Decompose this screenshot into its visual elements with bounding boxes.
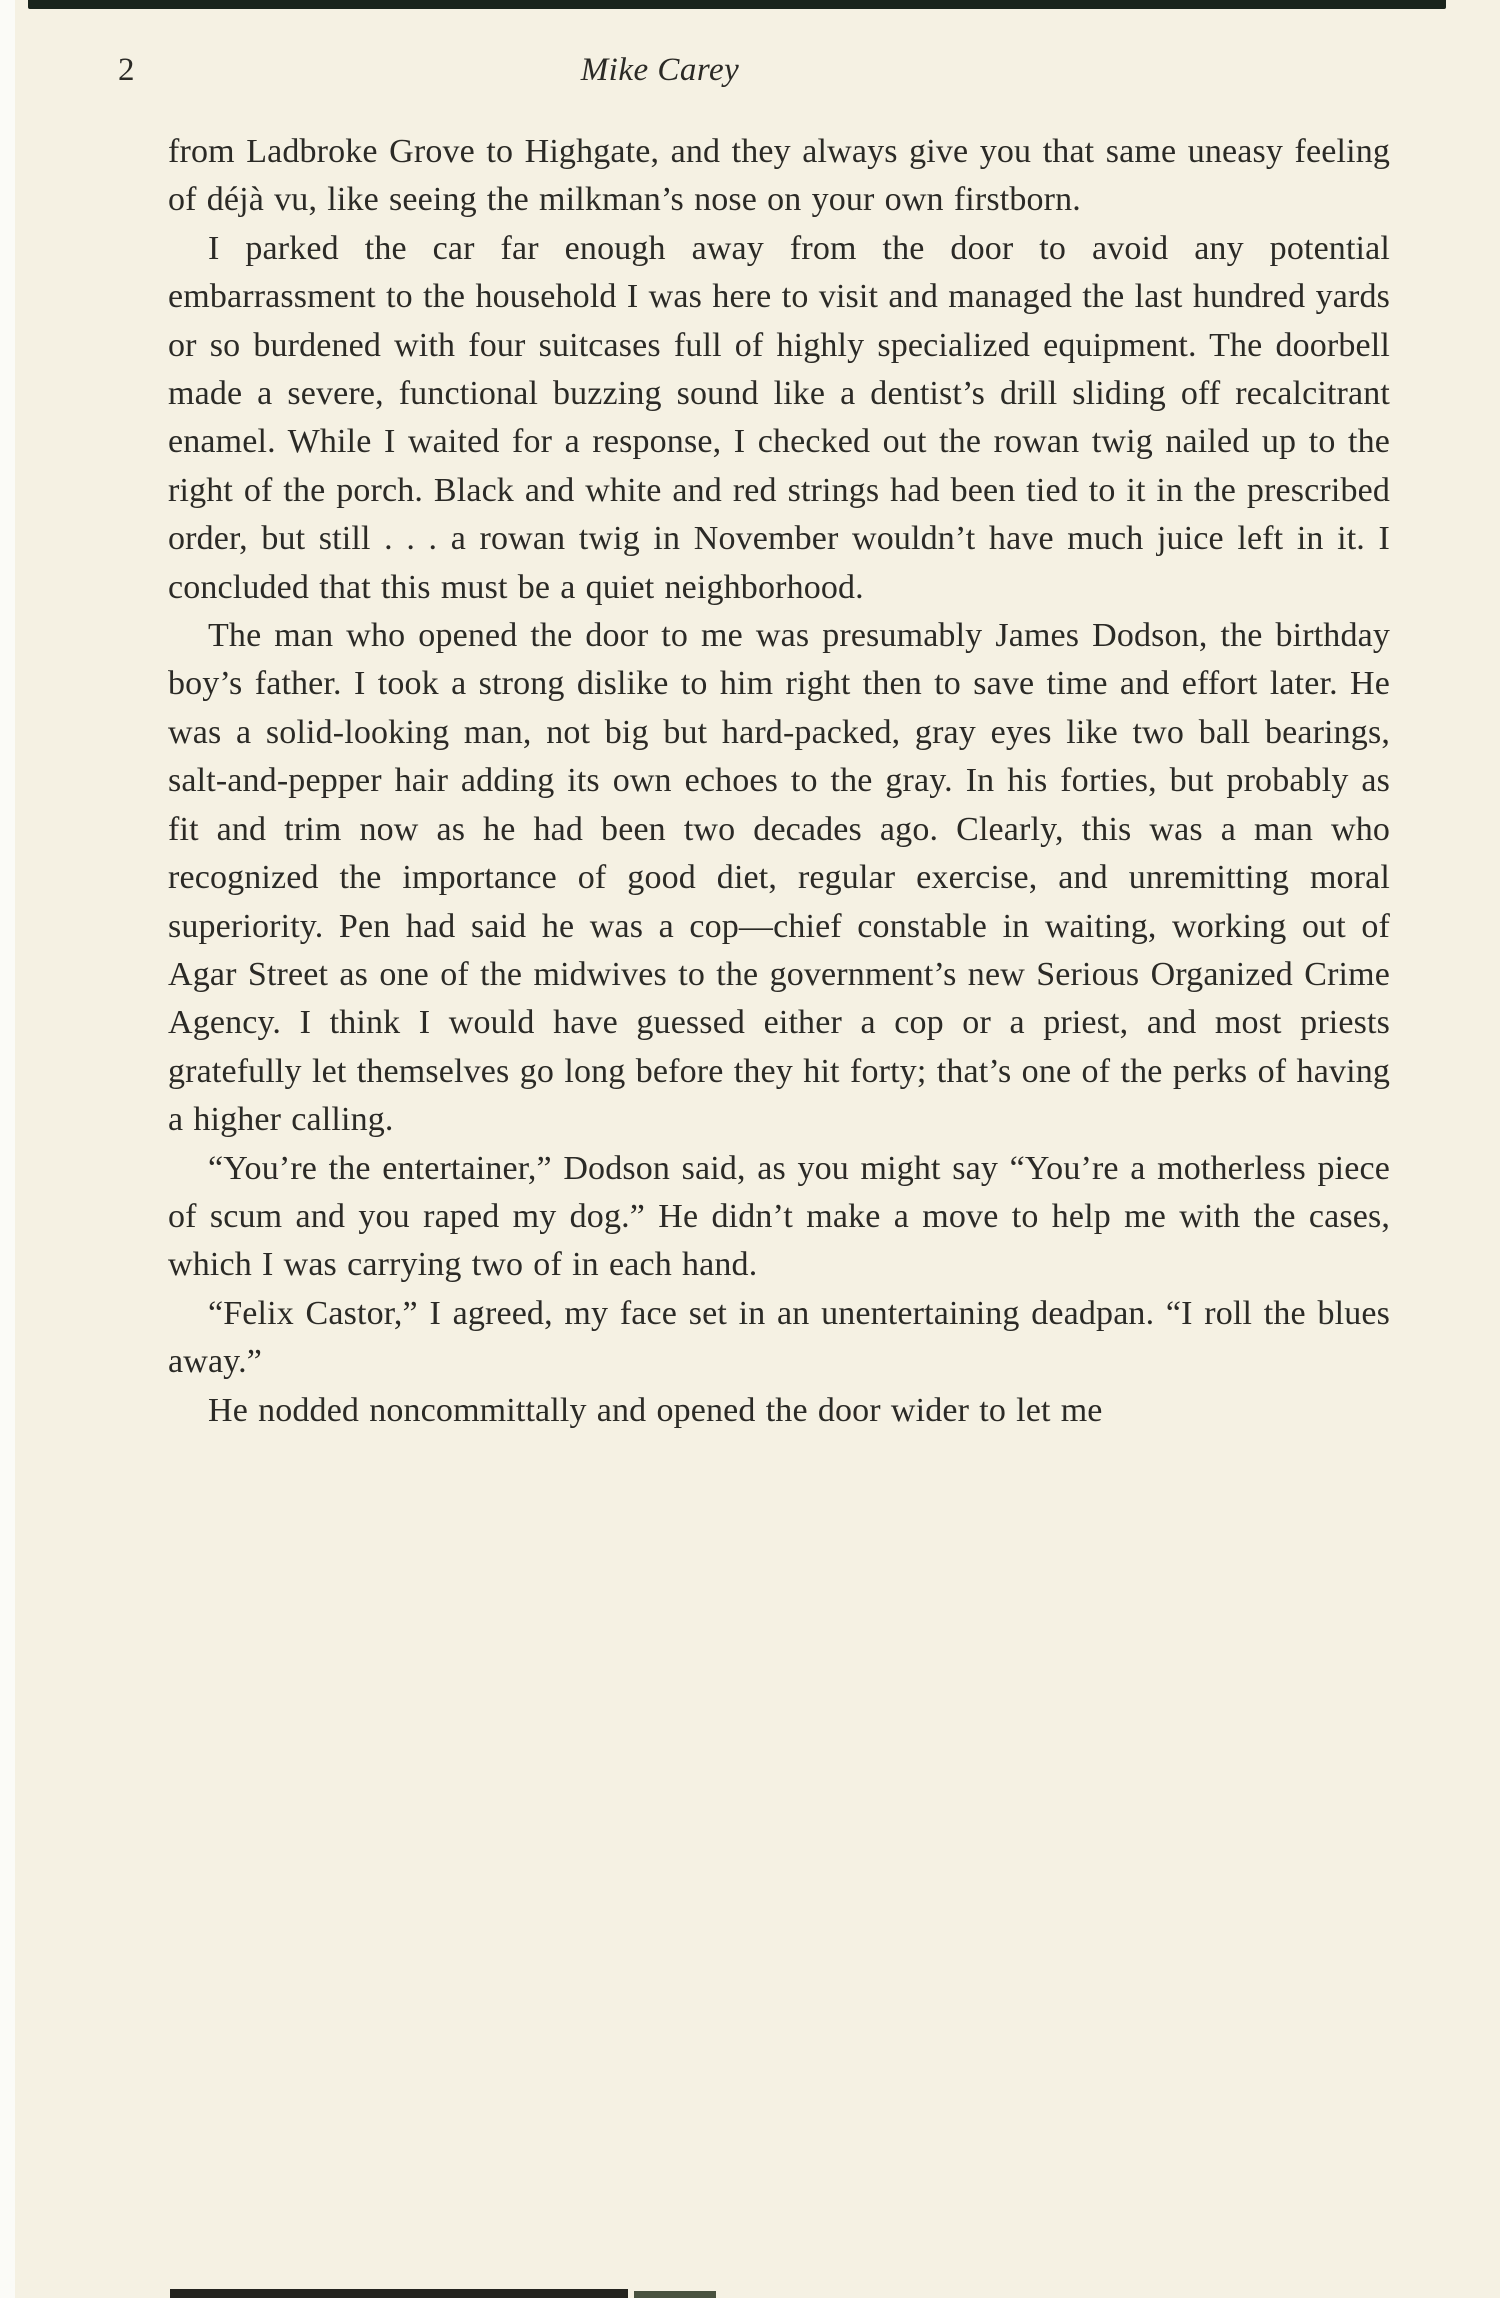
paragraph: “Felix Castor,” I agreed, my face set in an unentertaining deadpan. “I roll the blues away.” <box>168 1294 1390 1381</box>
paragraph: He nodded noncommittally and opened the door wider to let me <box>208 1391 1103 1429</box>
paragraph: I parked the car far enough away from the door to avoid any potential embarrassment to the household I was here to visit and managed the last hundred yards or so burdened with four suitcases full of highly specialized equipment. The doorbell made a severe, functional buzzing sound like a dentist’s drill sliding off recalcitrant enamel. While I waited for a response, I checked out the rowan twig nailed up to the right of the porch. Black and white and red strings had been tied to it in the prescribed order, but still . . . a rowan twig in November wouldn’t have much juice left in it. I concluded that this must be a quiet neighborhood. <box>168 229 1390 606</box>
running-header <box>0 52 1500 96</box>
scan-edge-strip <box>0 0 15 2298</box>
running-header-title: Mike Carey <box>580 52 740 88</box>
scan-artifact-top-bar <box>28 0 1446 9</box>
body-text <box>168 128 1390 1435</box>
page-number: 2 <box>118 52 135 88</box>
scan-artifact-bottom-bar <box>170 2289 628 2298</box>
paragraph: “You’re the entertainer,” Dodson said, as you might say “You’re a motherless piece of scum and you raped my dog.” He didn’t make a move to help me with the cases, which I was carrying two of in each hand. <box>168 1149 1390 1284</box>
paragraph: The man who opened the door to me was presumably James Dodson, the birthday boy’s father. I took a strong dislike to him right then to save time and effort later. He was a solid-looking man, not big but hard-packed, gray eyes like two ball bearings, salt-and-pepper hair adding its own echoes to the gray. In his forties, but probably as fit and trim now as he had been two decades ago. Clearly, this was a man who recognized the importance of good diet, regular exercise, and unremitting moral superiority. Pen had said he was a cop—chief constable in waiting, working out of Agar Street as one of the midwives to the government’s new Serious Organized Crime Agency. I think I would have guessed either a cop or a priest, and most priests gratefully let themselves go long before they hit forty; that’s one of the perks of having a higher calling. <box>168 617 1390 1139</box>
scan-artifact-bottom-mark <box>634 2291 716 2298</box>
paragraph-continuation: from Ladbroke Grove to Highgate, and they always give you that same uneasy feeling of déjà vu, like seeing the milkman’s nose on your own firstborn. <box>168 133 1390 219</box>
